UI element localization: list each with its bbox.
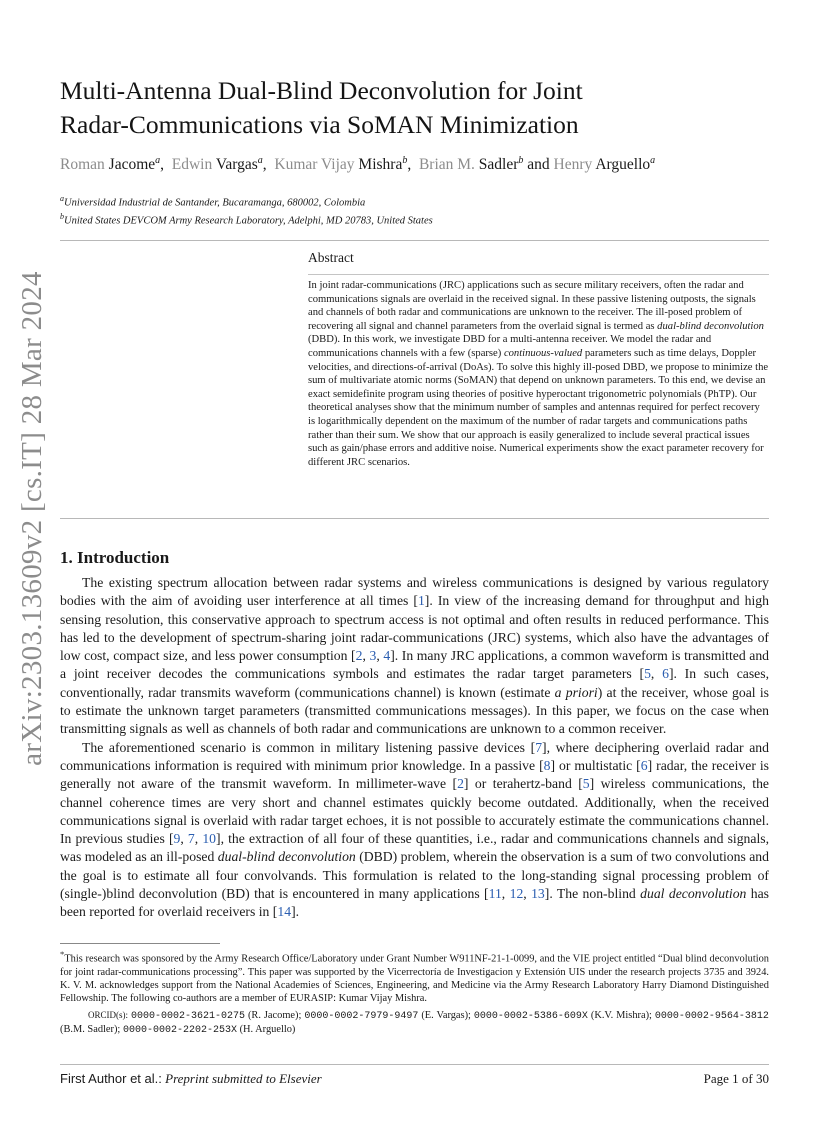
citation-link[interactable]: 5 — [582, 776, 590, 792]
citation-link[interactable]: 3 — [369, 648, 377, 664]
affiliation: $^a$Universidad Industrial de Santander, Bucaramanga, 680002, Colombia — [60, 194, 366, 209]
author: Henry Arguello$^a$ — [553, 155, 656, 174]
page-number: Page 1 of 30 — [703, 1071, 769, 1086]
divider — [308, 274, 769, 275]
author: Roman Jacome$^a$ — [60, 155, 161, 174]
divider — [60, 518, 769, 519]
divider — [60, 240, 769, 241]
footnote-text: *This research was sponsored by the Army Research Office/Laboratory under Grant Number W911NF-21-1-0099, and the VIE project entitled “Dual blind deconvolution for joint radar-communications processing”. This paper was supported by the Vicerrectoría de Investigacion y Extensión UIS under the research projects 3735 and 3924. K. V. M. acknowledges support from the National Academies of Sciences, Engineering, and Medicine via the Army Research Laboratory Harry Diamond Distinguished Fellowship. The following co-authors are a member of EURASIP: Kumar Vijay Mishra. — [60, 949, 769, 1005]
affiliation: $^b$United States DEVCOM Army Research Laboratory, Adelphi, MD 20783, United States — [60, 212, 433, 227]
author: Kumar Vijay Mishra$^b$ — [274, 155, 408, 174]
section-heading: 1. Introduction — [60, 548, 170, 567]
abstract-heading: Abstract — [308, 250, 354, 265]
body-text — [60, 574, 769, 922]
citation-link[interactable]: 7 — [187, 831, 195, 847]
running-footer: First Author et al.: Preprint submitted to Elsevier — [60, 1071, 322, 1086]
abstract-text: In joint radar-communications (JRC) applications such as secure military receivers, often the radar and communications signals are overlaid in the received signal. In these passive listening outposts, the signals and channels of both radar and communications are unknown to the receiver. The ill-posed problem of recovering all signal and channel parameters from the overlaid signal is termed as dual-blind deconvolution (DBD). In this work, we investigate DBD for a multi-antenna receiver. We model the radar and communications channels with a few (sparse) continuous-valued parameters such as time delays, Doppler velocities, and directions-of-arrival (DoAs). To solve this highly ill-posed DBD, we propose to minimize the sum of multivariate atomic norms (SoMAN) that depend on unknown parameters. To this end, we devise an exact semidefinite program using theories of positive hyperoctant trigonometric polynomials (PhTP). Our theoretical analyses show that the minimum number of samples and antennas required for perfect recovery is logarithmically dependent on the maximum of the number of radar targets and communications paths rather than their sum. We show that our approach is easily generalized to include several practical issues such as gain/phase errors and additive noise. Numerical experiments show the exact parameter recovery for different JRC scenarios. — [308, 280, 769, 468]
author: Edwin Vargas$^a$ — [171, 155, 263, 174]
citation-link[interactable]: 14 — [277, 904, 292, 920]
citation-link[interactable]: 5 — [644, 666, 651, 682]
author: Brian M. Sadler$^b$ — [418, 155, 524, 174]
citation-link[interactable]: 6 — [640, 757, 648, 773]
citation-link[interactable]: 10 — [202, 831, 217, 847]
paper-title: Multi-Antenna Dual-Blind Deconvolution for Joint Radar-Communications via SoMAN Minimization — [60, 76, 583, 139]
citation-link[interactable]: 13 — [531, 886, 545, 902]
citation-link[interactable]: 8 — [543, 757, 551, 773]
paragraph: The existing spectrum allocation between radar systems and wireless communications is designed by various regulatory bodies with the aim of avoiding user interference at all times [1]. In view of the increasing demand for throughput and high sensing resolution, this conservative approach to spectrum access is not optimal and often results in reduced performance. This has led to the development of spectrum-sharing joint radar-communications (JRC) systems, which also have the advantages of low cost, compact size, and less power consumption [2, 3, 4]. In many JRC applications, a common waveform is transmitted and a joint receiver decodes the communications symbols and estimates the radar target parameters [5, 6]. In such cases, conventionally, radar transmits waveform (communications channel) is known (estimate a priori) at the receiver, whose goal is to estimate the unknown target parameters (transmitted communications messages). In this paper, we focus on the case when transmitting signals as well as channels of both radar and communications are unknown to a common receiver. — [60, 575, 770, 737]
citation-link[interactable]: 6 — [662, 666, 669, 682]
footer-divider — [60, 1064, 769, 1065]
citation-link[interactable]: 2 — [355, 648, 363, 664]
author-list: Roman Jacome$^a$, Edwin Vargas$^a$, Kumar Vijay Mishra$^b$, Brian M. Sadler$^b$ and Henry Arguello$^a$ — [60, 155, 656, 174]
footnote-divider — [60, 943, 220, 944]
arxiv-stamp: arXiv:2303.13609v2 [cs.IT] 28 Mar 2024 — [15, 270, 48, 766]
citation-link[interactable]: 1 — [417, 593, 425, 609]
paragraph: The aforementioned scenario is common in military listening passive devices [7], where deciphering overlaid radar and communications information is required with minimum prior knowledge. In a passive [8] or multistatic [6] radar, the receiver is generally not aware of the transmit waveform. In millimeter-wave [2] or terahertz-band [5] wireless communications, the channel coherence times are very short and channel estimates quickly become outdated. Additionally, when the received communications signal is overlaid with radar target echoes, it is not possible to accurately estimate the communications channel. In previous studies [9, 7, 10], the extraction of all four of these quantities, i.e., radar and communications channels and signals, was modeled as an ill-posed dual-blind deconvolution (DBD) problem, wherein the observation is a sum of two convolutions and the goal is to estimate all four convolvands. This formulation is related to the long-standing signal processing problem of (single-)blind deconvolution (BD) that is encountered in many applications [11, 12, 13]. The non-blind dual deconvolution has been reported for overlaid receivers in [14]. — [60, 739, 770, 920]
citation-link[interactable]: 9 — [173, 831, 181, 847]
citation-link[interactable]: 2 — [457, 776, 464, 792]
citation-link[interactable]: 4 — [383, 648, 391, 664]
citation-link[interactable]: 7 — [535, 739, 543, 755]
citation-link[interactable]: 12 — [509, 886, 524, 902]
citation-link[interactable]: 11 — [488, 886, 502, 902]
orcid-line: ORCID(s): 0000-0002-3621-0275 (R. Jacome); 0000-0002-7979-9497 (E. Vargas); 0000-0002-5386-609X (K.V. Mishra); 0000-0002-9564-3812 (B.M. Sadler); 0000-0002-2202-253X (H. Arguello) — [60, 1009, 769, 1036]
footnote — [60, 948, 769, 1037]
